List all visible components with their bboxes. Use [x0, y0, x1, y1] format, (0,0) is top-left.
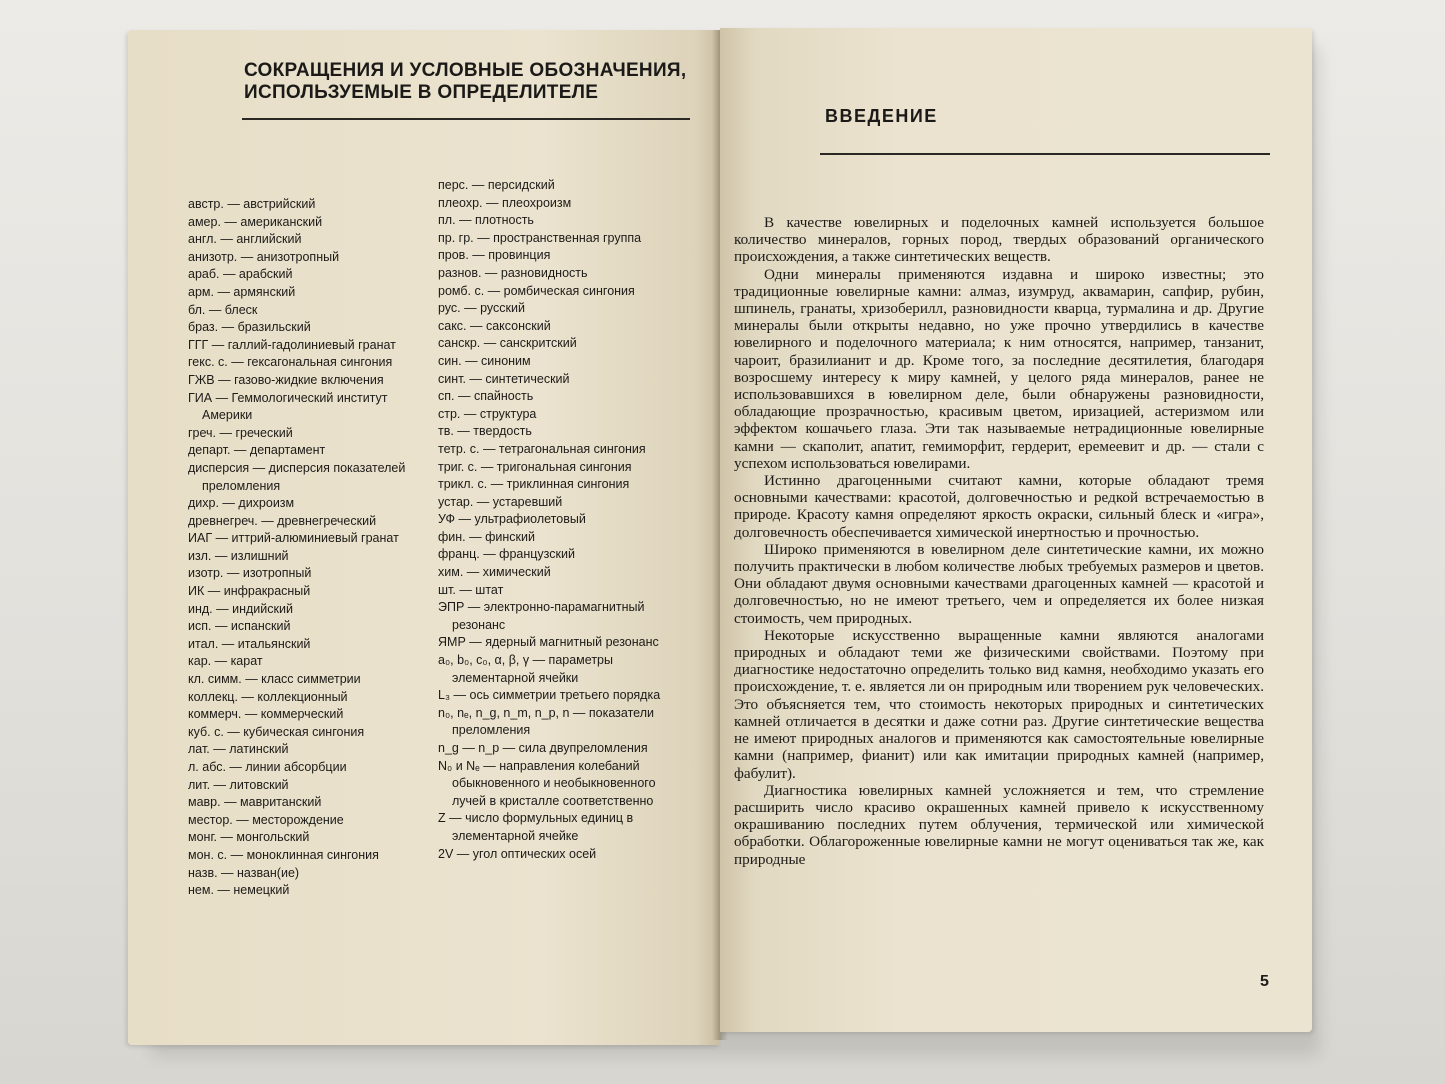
abbreviation-item: сакс. — саксонский: [438, 318, 551, 333]
abbreviation-item: сп. — спайность: [438, 389, 534, 404]
abbreviation-item: кл. симм. — класс симметрии: [188, 672, 361, 687]
left-page: [128, 30, 720, 1045]
abbreviation-item: разнов. — разновидность: [438, 265, 588, 280]
abbreviation-item: тв. — твердость: [438, 424, 532, 439]
abbreviation-item: ГГГ — галлий-гадолиниевый гранат: [188, 337, 396, 352]
paragraph: Истинно драгоценными считают камни, которые обладают тремя основными качествами: красотой, долговечностью и редкой встречаемостью в природе. Красоту камня определяют яркость окраски, сильный блеск и «игра», долговечность обеспечивается химической инертностью и прочностью.: [734, 472, 1264, 541]
abbreviation-item: стр. — структура: [438, 406, 537, 421]
abbreviation-item: ГИА — Геммологический институт Америки: [188, 390, 388, 423]
abbreviation-item: л. абс. — линии абсорбции: [188, 760, 347, 774]
paragraph: Широко применяются в ювелирном деле синтетические камни, их можно получить практически в любом количестве любых требуемых размеров и цветов. Они обладают двумя основными качествами драгоценных камней — красотой и долговечностью, но не имеют третьего, чем и определяется их более низкая стоимость, чем природных.: [734, 540, 1264, 627]
abbreviation-item: изотр. — изотропный: [188, 566, 312, 581]
abbreviation-item: австр. — австрийский: [188, 197, 316, 211]
abbreviation-item: ГЖВ — газово-жидкие включения: [188, 372, 384, 387]
abbreviation-item: древнегреч. — древнегреческий: [188, 513, 377, 528]
page-number: 5: [1260, 973, 1269, 990]
abbreviation-item: триг. с. — тригональная сингония: [438, 459, 632, 474]
abbreviation-item: итал. — итальянский: [188, 636, 311, 651]
abbreviations-heading-line1: СОКРАЩЕНИЯ И УСЛОВНЫЕ ОБОЗНАЧЕНИЯ,: [244, 60, 687, 81]
abbreviation-item: 2V — угол оптических осей: [438, 846, 597, 861]
abbreviation-item: дисперсия — дисперсия показателей преломления: [188, 460, 406, 493]
paragraph: В качестве ювелирных и поделочных камней используется большое количество минералов, горных пород, твердых образований органического происхождения, а также синтетических веществ.: [734, 214, 1264, 266]
abbreviation-item: лит. — литовский: [188, 777, 289, 792]
abbreviation-item: пл. — плотность: [438, 213, 534, 228]
abbreviation-item: пров. — провинция: [438, 248, 551, 263]
paragraph: Диагностика ювелирных камней усложняется и тем, что стремление расширить число красиво окрашенных камней привело к искусственному окрашиванию последних путем облучения, термической или химической обработки. Облагороженные ювелирные камни не могут оцениваться так же, как природные: [734, 781, 1264, 868]
abbreviations-column-2: [438, 177, 688, 863]
abbreviation-item: англ. — английский: [188, 232, 302, 247]
abbreviation-item: амер. — американский: [188, 214, 323, 229]
abbreviation-item: арм. — армянский: [188, 284, 296, 299]
abbreviations-heading-line2: ИСПОЛЬЗУЕМЫЕ В ОПРЕДЕЛИТЕЛЕ: [244, 82, 599, 103]
abbreviation-item: гекс. с. — гексагональная сингония: [188, 355, 393, 370]
abbreviation-item: франц. — французский: [438, 547, 575, 562]
abbreviation-item: УФ — ультрафиолетовый: [438, 512, 586, 527]
abbreviation-item: нем. — немецкий: [188, 883, 290, 898]
right-page: [720, 28, 1312, 1032]
abbreviation-item: хим. — химический: [438, 565, 551, 580]
abbreviation-item: a₀, b₀, c₀, α, β, γ — параметры элементарной ячейки: [438, 653, 613, 685]
abbreviation-item: бл. — блеск: [188, 302, 258, 317]
abbreviation-item: греч. — греческий: [188, 425, 293, 440]
abbreviation-item: n_g — n_p — сила двупреломления: [438, 741, 648, 755]
abbreviation-item: L₃ — ось симметрии третьего порядка: [438, 688, 661, 703]
abbreviation-item: n₀, nₑ, n_g, n_m, n_p, n — показатели преломления: [438, 705, 654, 738]
abbreviation-item: ИАГ — иттрий-алюминиевый гранат: [188, 531, 399, 546]
abbreviation-item: монг. — монгольский: [188, 830, 310, 845]
abbreviations-column-1: [188, 196, 428, 900]
abbreviation-item: трикл. с. — триклинная сингония: [438, 477, 630, 492]
abbreviation-item: синт. — синтетический: [438, 371, 570, 386]
abbreviation-item: местор. — месторождение: [188, 812, 344, 827]
abbreviation-item: анизотр. — анизотропный: [188, 249, 340, 264]
abbreviation-item: мон. с. — моноклинная сингония: [188, 847, 379, 862]
heading-rule: [820, 153, 1270, 155]
abbreviation-item: браз. — бразильский: [188, 320, 311, 335]
abbreviation-item: шт. — штат: [438, 582, 504, 597]
abbreviation-item: лат. — латинский: [188, 742, 289, 757]
paragraph: Некоторые искусственно выращенные камни являются аналогами природных и обладают теми же физическими свойствами. Поэтому при диагностике недостаточно определить только вид камня, необходимо указать его происхождение, т. е. является ли он природным или творением рук человеческих. Это объясняется тем, что стоимость некоторых природных и синтетических камней отличается в десятки и даже сотни раз. Другие синтетические вещества не имеют природных аналогов и применяются как самостоятельные ювелирные камни (например, фианит) или как имитации природных камней (например, фабулит).: [734, 626, 1264, 782]
abbreviation-item: араб. — арабский: [188, 267, 293, 282]
abbreviation-item: ромб. с. — ромбическая сингония: [438, 283, 635, 298]
abbreviation-item: плеохр. — плеохроизм: [438, 195, 572, 210]
abbreviation-item: ЯМР — ядерный магнитный резонанс: [438, 635, 659, 650]
abbreviation-item: перс. — персидский: [438, 178, 555, 192]
abbreviation-item: фин. — финский: [438, 529, 535, 544]
abbreviation-item: рус. — русский: [438, 301, 525, 316]
abbreviation-item: ИК — инфракрасный: [188, 584, 311, 599]
introduction-heading: ВВЕДЕНИЕ: [825, 106, 938, 126]
abbreviation-item: исп. — испанский: [188, 619, 291, 634]
abbreviation-item: устар. — устаревший: [438, 494, 563, 509]
introduction-text: [734, 214, 1264, 868]
abbreviation-item: назв. — назван(ие): [188, 865, 300, 880]
abbreviation-item: Z — число формульных единиц в элементарной ячейке: [438, 811, 634, 843]
abbreviation-item: департ. — департамент: [188, 443, 326, 458]
abbreviation-item: син. — синоним: [438, 353, 531, 368]
abbreviation-item: мавр. — мавританский: [188, 795, 322, 810]
abbreviation-item: коллекц. — коллекционный: [188, 689, 348, 704]
abbreviation-item: ЭПР — электронно-парамагнитный резонанс: [438, 600, 645, 632]
abbreviation-item: инд. — индийский: [188, 601, 293, 616]
paragraph: Одни минералы применяются издавна и широко известны; это традиционные ювелирные камни: алмаз, изумруд, аквамарин, сапфир, рубин, шпинель, гранаты, хризоберилл, разновидности кварца, турмалина и др. Другие минералы были открыты недавно, но уже прочно утвердились в качестве ювелирного и поделочного материала; к ним относятся, например, танзанит, чароит, бразилианит и др. Кроме того, за последние десятилетия, благодаря возросшему интересу к миру камней, у целого ряда минералов, ранее не использовавшихся в ювелирном деле, были обнаружены разновидности, обладающие прозрачностью, красивым цветом, иризацией, астеризмом или эффектом кошачьего глаза. Эти так называемые нетрадиционные ювелирные камни — скаполит, апатит, гемиморфит, гердерит, еремеевит и др. — стали с успехом использоваться ювелирами.: [734, 265, 1264, 472]
abbreviations-heading: [244, 60, 704, 104]
abbreviation-item: пр. гр. — пространственная группа: [438, 230, 642, 245]
abbreviation-item: куб. с. — кубическая сингония: [188, 724, 365, 739]
abbreviation-item: изл. — излишний: [188, 548, 289, 563]
abbreviation-item: коммерч. — коммерческий: [188, 707, 344, 722]
abbreviation-item: дихр. — дихроизм: [188, 496, 295, 511]
abbreviation-item: N₀ и Nₑ — направления колебаний обыкновенного и необыкновенного лучей в кристалле соответственно: [438, 758, 656, 808]
heading-rule: [242, 118, 690, 120]
abbreviation-item: санскр. — санскритский: [438, 336, 577, 351]
abbreviation-item: тетр. с. — тетрагональная сингония: [438, 441, 646, 456]
abbreviation-item: кар. — карат: [188, 654, 263, 669]
